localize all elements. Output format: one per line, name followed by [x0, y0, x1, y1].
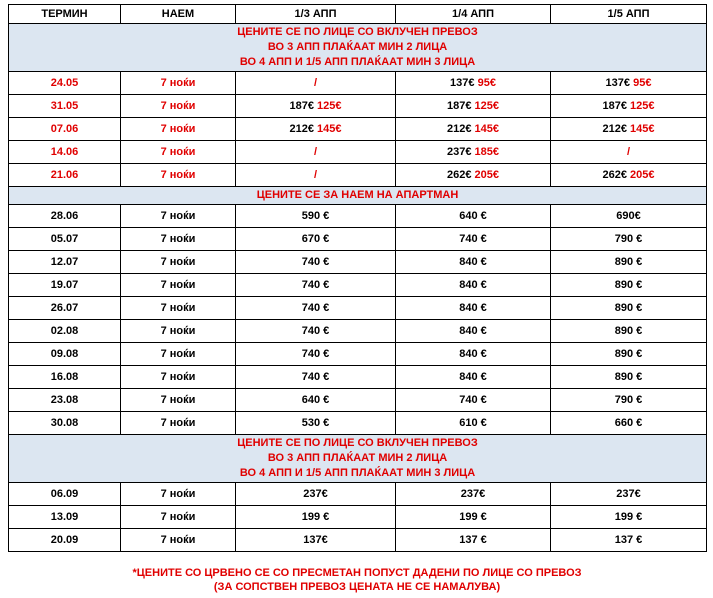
price-cell-apt-3: 590 € [236, 205, 396, 228]
price-cell-apt-4: 840 € [396, 297, 551, 320]
price-cell-apt-4: 740 € [396, 389, 551, 412]
group3-row [9, 529, 707, 552]
discount-price: 205€ [630, 168, 655, 181]
price-cell-apt-3: 237€ [236, 483, 396, 506]
price-cell-apt-3 [236, 118, 396, 141]
price-cell-apt-3: 530 € [236, 412, 396, 435]
original-price: 262€ [446, 168, 472, 181]
price-cell-apt-5 [551, 164, 707, 187]
original-price: 137€ [450, 76, 475, 89]
original-price: 237€ [446, 145, 472, 158]
group2-row [9, 297, 707, 320]
discount-price: 95€ [633, 76, 652, 89]
price-cell-apt-4: 840 € [396, 274, 551, 297]
group3-row [9, 483, 707, 506]
group2-row [9, 412, 707, 435]
price-cell-apt-3: 740 € [236, 297, 396, 320]
stay-cell: 7 ноќи [121, 251, 236, 274]
transport-notice-line: ВО 3 АПП ПЛАЌААТ МИН 2 ЛИЦА [267, 41, 448, 53]
stay-cell: 7 ноќи [121, 164, 236, 187]
price-cell-apt-5: 890 € [551, 343, 707, 366]
date-cell: 31.05 [9, 95, 121, 118]
original-price: 187€ [602, 99, 627, 112]
stay-cell: 7 ноќи [121, 228, 236, 251]
date-cell: 13.09 [9, 506, 121, 529]
price-cell-apt-3: 740 € [236, 366, 396, 389]
stay-cell: 7 ноќи [121, 205, 236, 228]
header-cell-term: ТЕРМИН [9, 5, 121, 24]
discount-price: 145€ [317, 122, 342, 135]
date-cell: 28.06 [9, 205, 121, 228]
discount-price: 125€ [630, 99, 655, 112]
group1-row [9, 95, 707, 118]
price-cell-apt-4: 640 € [396, 205, 551, 228]
stay-cell: 7 ноќи [121, 72, 236, 95]
date-cell: 16.08 [9, 366, 121, 389]
discount-price: 95€ [477, 76, 496, 89]
price-cell-apt-5: 237€ [551, 483, 707, 506]
price-cell-apt-3: 137€ [236, 529, 396, 552]
stay-cell: 7 ноќи [121, 412, 236, 435]
rent-notice [9, 187, 707, 205]
discount-price: / [313, 168, 318, 181]
band-row-transport-1 [9, 24, 707, 72]
transport-notice [9, 435, 707, 483]
group2-row [9, 205, 707, 228]
price-cell-apt-5: 890 € [551, 274, 707, 297]
price-cell-apt-4 [396, 118, 551, 141]
discount-price: 205€ [474, 168, 500, 181]
price-cell-apt-3: 740 € [236, 343, 396, 366]
price-cell-apt-3: 199 € [236, 506, 396, 529]
transport-notice-line: ВО 4 АПП И 1/5 АПП ПЛАЌААТ МИН 3 ЛИЦА [239, 56, 476, 68]
stay-cell: 7 ноќи [121, 95, 236, 118]
rent-notice-line: ЦЕНИТЕ СЕ ЗА НАЕМ НА АПАРТМАН [256, 189, 459, 201]
price-cell-apt-5: 890 € [551, 251, 707, 274]
group2-row [9, 366, 707, 389]
transport-notice-line: ЦЕНИТЕ СЕ ПО ЛИЦЕ СО ВКЛУЧЕН ПРЕВОЗ [237, 437, 478, 449]
discount-price: / [313, 76, 318, 89]
group2-row [9, 228, 707, 251]
discount-price: 125€ [474, 99, 500, 112]
price-cell-apt-3 [236, 95, 396, 118]
price-cell-apt-4: 237€ [396, 483, 551, 506]
price-cell-apt-4: 740 € [396, 228, 551, 251]
discount-price: / [626, 145, 631, 158]
group2-row [9, 251, 707, 274]
price-cell-apt-5: 199 € [551, 506, 707, 529]
price-cell-apt-4 [396, 164, 551, 187]
price-cell-apt-5: 660 € [551, 412, 707, 435]
price-cell-apt-5 [551, 72, 707, 95]
band-row-rent [9, 187, 707, 205]
original-price: 212€ [289, 122, 314, 135]
price-cell-apt-5: 790 € [551, 228, 707, 251]
date-cell: 23.08 [9, 389, 121, 412]
price-cell-apt-4: 840 € [396, 343, 551, 366]
group2-row [9, 274, 707, 297]
stay-cell: 7 ноќи [121, 389, 236, 412]
price-table-body [9, 5, 707, 552]
group1-row [9, 118, 707, 141]
transport-notice-line: ЦЕНИТЕ СЕ ПО ЛИЦЕ СО ВКЛУЧЕН ПРЕВОЗ [237, 26, 478, 38]
stay-cell: 7 ноќи [121, 274, 236, 297]
original-price: 212€ [446, 122, 472, 135]
price-cell-apt-5: 137 € [551, 529, 707, 552]
group1-row [9, 141, 707, 164]
date-cell: 09.08 [9, 343, 121, 366]
header-cell-apt-5: 1/5 АПП [551, 5, 707, 24]
price-cell-apt-3: 670 € [236, 228, 396, 251]
price-cell-apt-3: 740 € [236, 274, 396, 297]
group2-row [9, 320, 707, 343]
discount-price: 145€ [630, 122, 655, 135]
transport-notice [9, 24, 707, 72]
date-cell: 21.06 [9, 164, 121, 187]
date-cell: 12.07 [9, 251, 121, 274]
price-cell-apt-4: 137 € [396, 529, 551, 552]
stay-cell: 7 ноќи [121, 297, 236, 320]
date-cell: 14.06 [9, 141, 121, 164]
footnote-line: *ЦЕНИТЕ СО ЦРВЕНО СЕ СО ПРЕСМЕТАН ПОПУСТ ДАДЕНИ ПО ЛИЦЕ СО ПРЕВОЗ [132, 567, 582, 579]
group2-row [9, 389, 707, 412]
transport-notice-line: ВО 3 АПП ПЛАЌААТ МИН 2 ЛИЦА [267, 452, 448, 464]
discount-price: 125€ [317, 99, 342, 112]
discount-price: / [313, 145, 318, 158]
stay-cell: 7 ноќи [121, 366, 236, 389]
date-cell: 07.06 [9, 118, 121, 141]
band-row-transport-2 [9, 435, 707, 483]
header-row [9, 5, 707, 24]
stay-cell: 7 ноќи [121, 343, 236, 366]
price-cell-apt-5: 890 € [551, 320, 707, 343]
stay-cell: 7 ноќи [121, 118, 236, 141]
price-cell-apt-3 [236, 141, 396, 164]
date-cell: 06.09 [9, 483, 121, 506]
original-price: 262€ [602, 168, 627, 181]
date-cell: 02.08 [9, 320, 121, 343]
price-cell-apt-4 [396, 141, 551, 164]
date-cell: 19.07 [9, 274, 121, 297]
price-cell-apt-5: 690€ [551, 205, 707, 228]
date-cell: 30.08 [9, 412, 121, 435]
header-cell-apt-4: 1/4 АПП [396, 5, 551, 24]
price-cell-apt-4: 199 € [396, 506, 551, 529]
date-cell: 05.07 [9, 228, 121, 251]
price-cell-apt-5 [551, 118, 707, 141]
transport-notice-line: ВО 4 АПП И 1/5 АПП ПЛАЌААТ МИН 3 ЛИЦА [239, 467, 476, 479]
date-cell: 20.09 [9, 529, 121, 552]
price-cell-apt-3: 640 € [236, 389, 396, 412]
price-cell-apt-5: 890 € [551, 366, 707, 389]
header-cell-apt-3: 1/3 АПП [236, 5, 396, 24]
price-cell-apt-4: 610 € [396, 412, 551, 435]
footnote-line: (ЗА СОПСТВЕН ПРЕВОЗ ЦЕНАТА НЕ СЕ НАМАЛУВА) [213, 581, 501, 593]
group2-row [9, 343, 707, 366]
stay-cell: 7 ноќи [121, 529, 236, 552]
original-price: 137€ [605, 76, 631, 89]
stay-cell: 7 ноќи [121, 141, 236, 164]
group1-row [9, 72, 707, 95]
date-cell: 26.07 [9, 297, 121, 320]
stay-cell: 7 ноќи [121, 506, 236, 529]
price-cell-apt-5: 890 € [551, 297, 707, 320]
price-cell-apt-3: 740 € [236, 320, 396, 343]
price-cell-apt-4 [396, 72, 551, 95]
group3-row [9, 506, 707, 529]
price-table [8, 4, 707, 552]
group1-row [9, 164, 707, 187]
price-cell-apt-3 [236, 164, 396, 187]
discount-footnote [8, 566, 706, 594]
price-cell-apt-5 [551, 95, 707, 118]
original-price: 187€ [446, 99, 472, 112]
price-cell-apt-4 [396, 95, 551, 118]
price-cell-apt-5: 790 € [551, 389, 707, 412]
stay-cell: 7 ноќи [121, 483, 236, 506]
original-price: 187€ [289, 99, 314, 112]
price-cell-apt-3 [236, 72, 396, 95]
price-cell-apt-3: 740 € [236, 251, 396, 274]
discount-price: 145€ [474, 122, 500, 135]
price-cell-apt-4: 840 € [396, 251, 551, 274]
date-cell: 24.05 [9, 72, 121, 95]
stay-cell: 7 ноќи [121, 320, 236, 343]
price-cell-apt-4: 840 € [396, 366, 551, 389]
discount-price: 185€ [474, 145, 500, 158]
header-cell-rent: НАЕМ [121, 5, 236, 24]
price-cell-apt-5 [551, 141, 707, 164]
original-price: 212€ [602, 122, 627, 135]
price-cell-apt-4: 840 € [396, 320, 551, 343]
